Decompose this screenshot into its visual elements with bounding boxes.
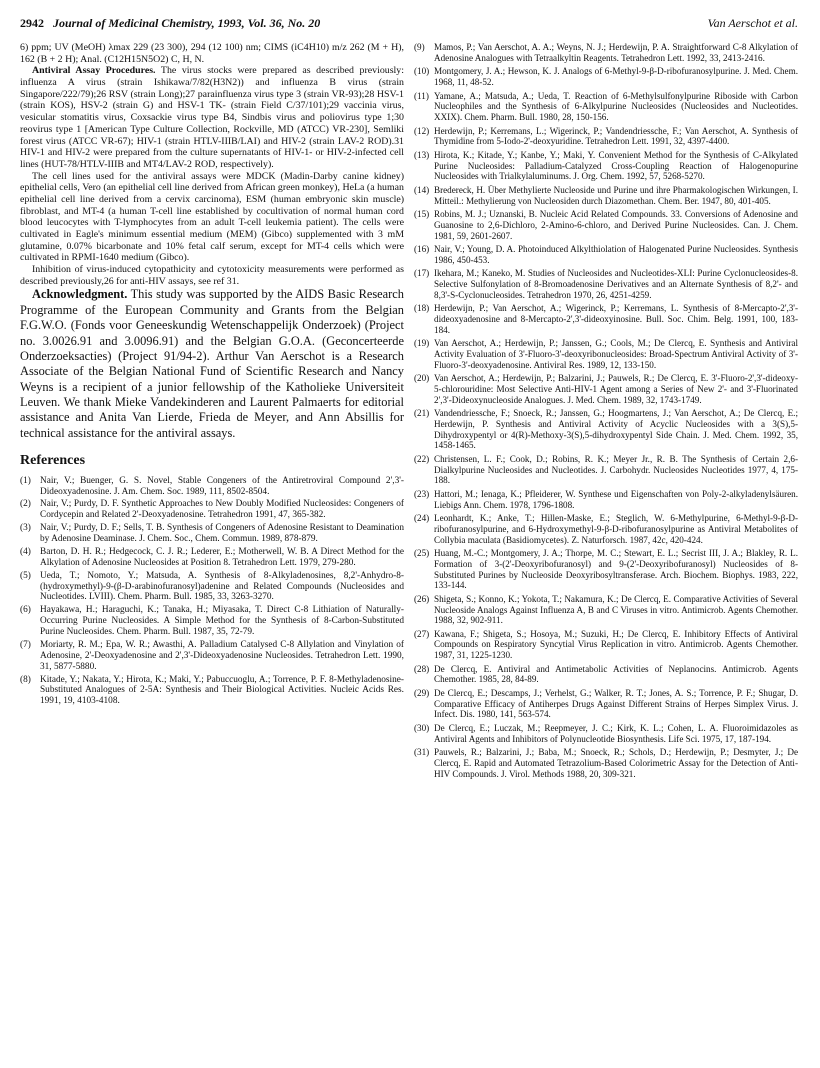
reference-text: De Clercq, E. Antiviral and Antimetabolic Activities of Neplanocins. Antimicrob. Agents Chemother. 1985, 28, 84-89.	[434, 663, 798, 685]
acknowledgment-text: This study was supported by the AIDS Basic Research Programme of the European Community and Grants from the Belgian F.G.W.O. (Fonds voor Geneeskundig Wetenschappelijk Onderzoek) (Project no. 3.0026.91 and 3.0096.91) and the Belgian G.O.A. (Geconcerteerde Onderzoeksacties) (Project 91/94-2). Arthur Van Aerschot is a Research Associate of the Belgian National Fund of Scientific Research and Nancy Weyns is a recipient of a junior fellowship of the Katholieke Universiteit Leuven. We thank Mieke Vandekinderen and Laurent Palmaerts for editorial assistance and Anita Van Lierde, Frieda de Meyer, and Ann Absillis for technical assistance for the antiviral assays.	[20, 287, 404, 440]
reference-item	[414, 126, 798, 147]
reference-text: De Clercq, E.; Luczak, M.; Reepmeyer, J. C.; Kirk, K. L.; Cohen, L. A. Fluoroimidazoles as Antiviral Agents and Inhibitors of Polynucleotide Biosynthesis. Life Sci. 1975, 17, 187-194.	[434, 723, 798, 744]
reference-item	[414, 209, 798, 241]
reference-number: (15)	[414, 209, 430, 220]
reference-list-left	[20, 476, 404, 708]
reference-text: Vandendriessche, F.; Snoeck, R.; Janssen, G.; Hoogmartens, J.; Van Aerschot, A.; De Clercq, E.; Herdewijn, P. Synthesis and Antiviral Activity of Acyclic Nucleosides with a 3(S),5-Dihydroxypentyl or 4(R)-Methoxy-3(S),5-dihydroxypentyl Side Chain. J. Med. Chem. 1992, 35, 1458-1465.	[434, 408, 798, 451]
reference-number: (3)	[20, 523, 31, 534]
reference-number: (17)	[414, 268, 430, 279]
reference-number: (28)	[414, 663, 430, 674]
reference-item	[414, 244, 798, 265]
reference-text: Nair, V.; Young, D. A. Photoinduced Alkylthiolation of Halogenated Purine Nucleosides. Synthesis 1986, 450-453.	[434, 244, 798, 265]
reference-item	[414, 150, 798, 182]
reference-item	[414, 185, 798, 206]
reference-item	[20, 476, 404, 498]
page-number: 2942	[20, 16, 44, 30]
reference-text: Herdewijn, P.; Kerremans, L.; Wigerinck, P.; Vandendriessche, F.; Van Aerschot, A. Synthesis of Thymidine from 5-Iodo-2'-deoxyuridine. Tetrahedron Lett. 1991, 32, 4397-4400.	[434, 125, 798, 147]
references-heading: References	[20, 453, 86, 469]
reference-number: (12)	[414, 125, 430, 136]
reference-number: (26)	[414, 593, 430, 604]
antiviral-assay-paragraph	[20, 65, 404, 170]
reference-item	[414, 303, 798, 335]
reference-number: (25)	[414, 548, 430, 559]
reference-item	[20, 523, 404, 545]
reference-item	[414, 548, 798, 591]
reference-item	[414, 408, 798, 451]
reference-item	[20, 640, 404, 673]
antiviral-assay-text: The virus stocks were prepared as described previously: influenza A virus (strain Ishikawa/7/82(H3N2)) and influenza B virus (strain Singapore/222/79);26 RSV (strain Long);27 parainfluenza virus type 3 (strain VR-93);28 HSV-1 (strain KOS), HSV-2 (strain G) and HSV-1 TK- (strain Field C/37/101);29 vaccinia virus, vesicular stomatitis virus, Coxsackie virus type B4, Sindbis virus and poliovirus type 1;30 reovirus type 1 [American Type Culture Collection, Rockville, MD (ATCC) VR-230], Semliki forest virus (ATCC VR-67); HIV-1 (strain HTLV-IIIB/LAI) and HIV-2 (strain LAV-2 ROD).31 HIV-1 and HIV-2 were prepared from the culture supernatants of HIV-1- or HIV-2-infected cell lines (HUT-78/HTLV-IIIB and MT4/LAV-2 ROD, respectively).	[20, 65, 404, 170]
reference-number: (8)	[20, 674, 31, 685]
acknowledgment-paragraph	[20, 287, 404, 441]
reference-number: (18)	[414, 303, 430, 314]
reference-number: (2)	[20, 499, 31, 510]
reference-text: Shigeta, S.; Konno, K.; Yokota, T.; Nakamura, K.; De Clercq, E. Comparative Activities of Several Nucleoside Analogs Against Influenza A, B and C Viruses in vitro. Antimicrob. Agents Chemother. 1988, 32, 902-911.	[434, 593, 798, 626]
reference-text: Ikehara, M.; Kaneko, M. Studies of Nucleosides and Nucleotides-XLI: Purine Cyclonucleosides-8. Selective Sulfonylation of 8-Bromoadenosine Derivatives and an Alternate Synthesis of 8,2'- and 8,3'-S-Cyclonucleosides. Tetrahedron 1970, 26, 4251-4259.	[434, 268, 798, 300]
reference-number: (4)	[20, 546, 31, 557]
cell-lines-paragraph: The cell lines used for the antiviral assays were MDCK (Madin-Darby canine kidney) epithelial cells, Vero (an epithelial cell line derived from African green monkey), HeLa (a human epithelial cell line derived from a cervix carcinoma), ESM (human embryonic skin muscle) fibroblast, and MT-4 (a human T-cell line established by cocultivation of normal human cord blood leucocytes with T-lymphocytes from an adult T-cell leukemia patient). The cells were cultivated in Eagle's minimum essential medium (MEM) (Gibco) supplemented with 3 mM glutamine, 0.07% bicarbonate and 10% fetal calf serum, except for MT-4 cells which were cultivated in RPMI-1640 medium (Gibco).	[20, 170, 404, 264]
reference-item	[414, 338, 798, 370]
reference-text: Moriarty, R. M.; Epa, W. R.; Awasthi, A. Palladium Catalysed C-8 Allylation and Vinylation of Adenosine, 2'-Deoxyadenosine and 2',3'-Dideoxyadenosine Nucleosides. Tetrahedron Lett. 1990, 31, 5877-5880.	[40, 639, 404, 672]
reference-text: Hayakawa, H.; Haraguchi, K.; Tanaka, H.; Miyasaka, T. Direct C-8 Lithiation of Naturally-Occurring Purine Nucleosides. A Simple Method for the Synthesis of 8-Carbon-Substituted Purine Nucleosides. Chem. Pharm. Bull. 1987, 35, 72-79.	[40, 605, 404, 638]
reference-text: Ueda, T.; Nomoto, Y.; Matsuda, A. Synthesis of 8-Alkyladenosines, 8,2'-Anhydro-8-(hydroxymethyl)-9-(β-D-arabinofuranosyl)adenine and Related Compounds (Nucleosides and Nucleotides. LVIII). Chem. Pharm. Bull. 1985, 33, 3263-3270.	[40, 570, 404, 603]
reference-number: (1)	[20, 475, 31, 486]
reference-number: (21)	[414, 408, 430, 419]
reference-item	[414, 747, 798, 779]
reference-text: Van Aerschot, A.; Herdewijn, P.; Balzarini, J.; Pauwels, R.; De Clercq, E. 3'-Fluoro-2',3'-dideoxy-5-chlorouridine: Most Selective Anti-HIV-1 Agent among a Series of New 2'- and 3'-Fluorinated 2',3'-Dideoxynucleoside Analogues. J. Med. Chem. 1989, 32, 1743-1749.	[434, 373, 798, 405]
reference-number: (19)	[414, 338, 430, 349]
reference-text: De Clercq, E.; Descamps, J.; Verhelst, G.; Walker, R. T.; Jones, A. S.; Torrence, P. F.; Shugar, D. Comparative Efficacy of Antiherpes Drugs Against Different Strains of Herpes Simplex Virus. J. Infect. Dis. 1980, 141, 563-574.	[434, 688, 798, 720]
reference-item	[414, 373, 798, 405]
reference-item	[414, 42, 798, 63]
reference-item	[414, 91, 798, 123]
reference-item	[414, 489, 798, 510]
reference-text: Barton, D. H. R.; Hedgecock, C. J. R.; Lederer, E.; Motherwell, W. B. A Direct Method for the Alkylation of Adenosine Nucleosides at Position 8. Tetrahedron Lett. 1979, 279-280.	[40, 546, 404, 568]
reference-number: (27)	[414, 628, 430, 639]
right-column	[414, 42, 798, 782]
reference-item	[20, 547, 404, 569]
reference-text: Robins, M. J.; Uznanski, B. Nucleic Acid Related Compounds. 33. Conversions of Adenosine and Guanosine to 2,6-Dichloro, 2-Amino-6-chloro, and Derived Purine Nucleosides. Can. J. Chem. 1981, 59, 2601-2607.	[434, 209, 798, 241]
reference-number: (13)	[414, 149, 430, 160]
acknowledgment-heading: Acknowledgment.	[32, 287, 128, 302]
reference-item	[414, 629, 798, 661]
reference-text: Herdewijn, P.; Van Aerschot, A.; Wigerinck, P.; Kerremans, L. Synthesis of 8-Mercapto-2',3'-dideoxyadenosine and 8-Mercapto-2',3'-dideoxyinosine. Bull. Soc. Chim. Belg. 1991, 100, 183-184.	[434, 303, 798, 335]
experimental-continuation: 6) ppm; UV (MeOH) λmax 229 (23 300), 294 (12 100) nm; CIMS (iC4H10) m/z 262 (M + H), 162 (B + 2 H); Anal. (C12H15N5O2) C, H, N.	[20, 42, 404, 65]
reference-number: (14)	[414, 184, 430, 195]
reference-text: Leonhardt, K.; Anke, T.; Hillen-Maske, E.; Steglich, W. 6-Methylpurine, 6-Methyl-9-β-D-ribofuranosylpurine, and 6-Hydroxymethyl-9-β-D-ribofuranosylpurine as Antiviral Metabolites of Collybia maculata (Basidiomycetes). Z. Naturforsch. 1987, 42c, 420-424.	[434, 513, 798, 545]
reference-text: Christensen, L. F.; Cook, D.; Robins, R. K.; Meyer Jr., R. B. The Synthesis of Certain 2,6-Dialkylpurine Nucleosides and Nucleotides. J. Carbohydr. Nucleosides Nucleotides 1977, 4, 175-188.	[434, 453, 798, 486]
two-column-body	[20, 42, 798, 782]
reference-number: (9)	[414, 42, 425, 52]
journal-citation: Journal of Medicinal Chemistry, 1993, Vol. 36, No. 20	[53, 16, 321, 30]
reference-text: Hattori, M.; Ienaga, K.; Pfleiderer, W. Synthese und Eigenschaften von Poly-2-alkyladenylsäuren. Liebigs Ann. Chem. 1978, 1796-1808.	[434, 488, 798, 510]
reference-item	[20, 605, 404, 638]
reference-item	[414, 723, 798, 744]
reference-text: Nair, V.; Purdy, D. F. Synthetic Approaches to New Doubly Modified Nucleosides: Congeners of Cordycepin and Related 2'-Deoxyadenosine. Tetrahedron 1991, 47, 365-382.	[40, 499, 404, 521]
reference-item	[414, 454, 798, 486]
header-left	[20, 16, 320, 31]
reference-list-right	[414, 42, 798, 779]
reference-text: Hirota, K.; Kitade, Y.; Kanbe, Y.; Maki, Y. Convenient Method for the Synthesis of C-Alkylated Purine Nucleosides: Palladium-Catalyzed Cross-Coupling Reaction of Halogenopurine Nucleosides with Trialkylaluminums. J. Org. Chem. 1992, 57, 5268-5270.	[434, 149, 798, 182]
reference-item	[20, 499, 404, 521]
reference-item	[20, 675, 404, 708]
reference-number: (30)	[414, 723, 430, 734]
reference-item	[414, 513, 798, 545]
reference-text: Pauwels, R.; Balzarini, J.; Baba, M.; Snoeck, R.; Schols, D.; Herdewijn, P.; Desmyter, J.; De Clercq, E. Rapid and Automated Tetrazolium-Based Colorimetric Assay for the Detection of Anti-HIV Compounds. J. Virol. Methods 1988, 20, 309-321.	[434, 747, 798, 779]
reference-item	[20, 571, 404, 604]
inhibition-paragraph: Inhibition of virus-induced cytopathicity and cytotoxicity measurements were performed as described previously,26 for anti-HIV assays, see ref 31.	[20, 264, 404, 287]
reference-text: Yamane, A.; Matsuda, A.; Ueda, T. Reaction of 6-Methylsulfonylpurine Riboside with Carbon Nucleophiles and the Synthesis of 6-Alkylpurine Nucleosides (Nucleosides and Nucleotides. XXIX). Chem. Pharm. Bull. 1980, 28, 150-156.	[434, 90, 798, 122]
reference-number: (10)	[414, 66, 430, 77]
reference-text: Mamos, P.; Van Aerschot, A. A.; Weyns, N. J.; Herdewijn, P. A. Straightforward C-8 Alkylation of Adenosine Analogues with Tetraalkyltin Reagents. Tetrahedron Lett. 1992, 33, 2413-2416.	[434, 42, 798, 63]
reference-text: Kitade, Y.; Nakata, Y.; Hirota, K.; Maki, Y.; Pabuccuoglu, A.; Torrence, P. F. 8-Methyladenosine-Substituted Analogues of 2-5A: Synthesis and Their Biological Activities. Nucleic Acids Res. 1991, 19, 4103-4108.	[40, 674, 404, 707]
reference-number: (31)	[414, 747, 430, 758]
reference-text: Nair, V.; Purdy, D. F.; Sells, T. B. Synthesis of Congeners of Adenosine Resistant to Deamination by Adenosine Deaminase. J. Chem. Soc., Chem. Commun. 1989, 878-879.	[40, 523, 404, 545]
reference-text: Huang, M.-C.; Montgomery, J. A.; Thorpe, M. C.; Stewart, E. L.; Secrist III, J. A.; Blakley, R. L. Formation of 3-(2'-Deoxyribofuranosyl) and 9-(2'-Deoxyribofuranosyl) Nucleosides of 8-Substituted Purines by Nucleoside Deoxyribosyltransferase. Arch. Biochem. Biophys. 1983, 222, 133-144.	[434, 548, 798, 591]
reference-number: (24)	[414, 513, 430, 524]
reference-number: (22)	[414, 453, 430, 464]
reference-text: Montgomery, J. A.; Hewson, K. J. Analogs of 6-Methyl-9-β-D-ribofuranosylpurine. J. Med. Chem. 1968, 11, 48-52.	[434, 66, 798, 87]
reference-text: Van Aerschot, A.; Herdewijn, P.; Janssen, G.; Cools, M.; De Clercq, E. Synthesis and Antiviral Activity Evaluation of 3'-Fluoro-3'-deoxyribonucleosides: Broad-Spectrum Antiviral Activity of 3'-Fluoro-3'-deoxyadenosine. Antiviral Res. 1989, 12, 133-150.	[434, 338, 798, 370]
reference-item	[414, 688, 798, 720]
reference-number: (29)	[414, 688, 430, 699]
reference-text: Nair, V.; Buenger, G. S. Novel, Stable Congeners of the Antiretroviral Compound 2',3'-Dideoxyadenosine. J. Am. Chem. Soc. 1989, 111, 8502-8504.	[40, 475, 404, 497]
reference-number: (7)	[20, 639, 31, 650]
running-authors: Van Aerschot et al.	[707, 16, 798, 30]
reference-item	[414, 268, 798, 300]
reference-number: (23)	[414, 488, 430, 499]
running-header	[20, 16, 798, 36]
reference-number: (5)	[20, 570, 31, 581]
reference-item	[414, 594, 798, 626]
reference-item	[414, 664, 798, 685]
reference-number: (6)	[20, 605, 31, 616]
reference-item	[414, 66, 798, 87]
reference-number: (16)	[414, 244, 430, 255]
reference-text: Bredereck, H. Über Methylierte Nucleoside und Purine und ihre Pharmakologischen Wirkungen, I. Mitteil.: Methylierung von Nucleosiden durch Diazomethan. Chem. Ber. 1947, 80, 401-405.	[434, 184, 798, 206]
reference-text: Kawana, F.; Shigeta, S.; Hosoya, M.; Suzuki, H.; De Clercq, E. Inhibitory Effects of Antiviral Compounds on Respiratory Syncytial Virus Replication in vitro. Antimicrob. Agents Chemother. 1987, 31, 1225-1230.	[434, 628, 798, 661]
antiviral-assay-heading: Antiviral Assay Procedures.	[32, 65, 156, 77]
reference-number: (11)	[414, 90, 429, 101]
reference-number: (20)	[414, 373, 430, 384]
left-column	[20, 42, 404, 782]
